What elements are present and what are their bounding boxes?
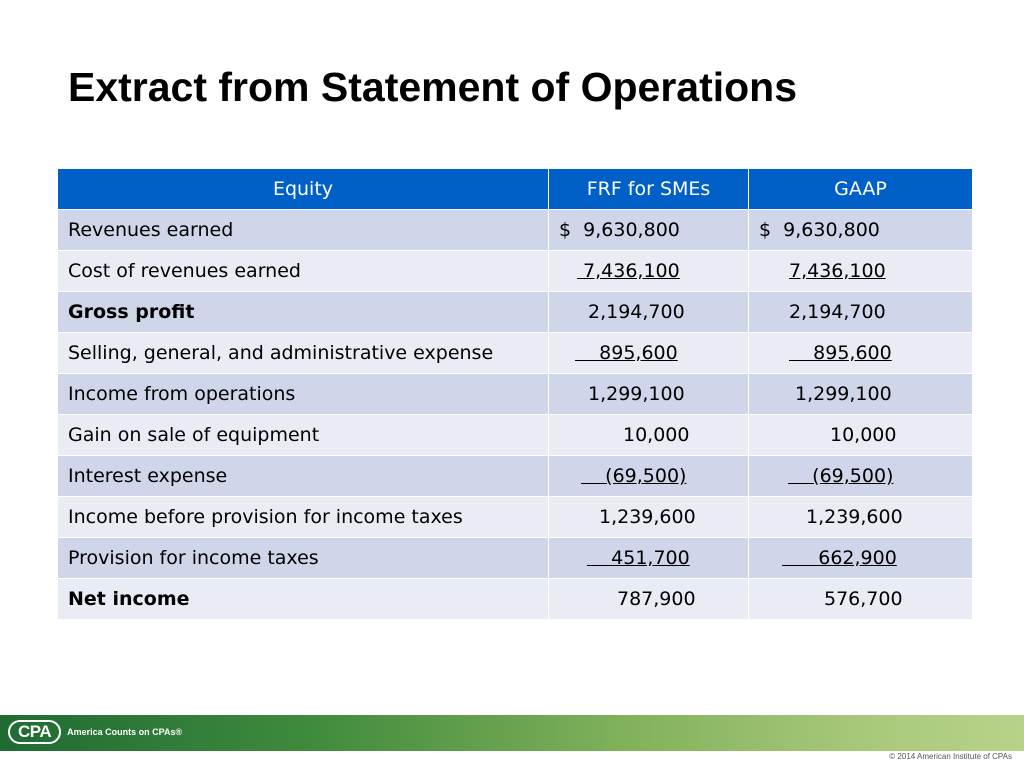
gaap-amount: $ 9,630,800 <box>759 219 880 241</box>
frf-value <box>549 374 749 415</box>
gaap-amount: 1,299,100 <box>795 383 892 405</box>
frf-value <box>549 497 749 538</box>
gaap-amount: 895,600 <box>789 342 892 364</box>
gaap-value <box>749 579 973 620</box>
table-row <box>58 210 973 251</box>
table-row <box>58 333 973 374</box>
footer-bar <box>0 715 1024 751</box>
gaap-value <box>749 456 973 497</box>
frf-amount: 7,436,100 <box>577 260 680 282</box>
gaap-amount: 1,239,600 <box>806 506 903 528</box>
frf-amount: 1,239,600 <box>599 506 696 528</box>
row-label: Income from operations <box>58 374 549 415</box>
frf-value <box>549 251 749 292</box>
header-gaap: GAAP <box>749 169 973 210</box>
statement-table <box>57 168 973 620</box>
gaap-amount: 2,194,700 <box>789 301 886 323</box>
frf-value <box>549 538 749 579</box>
frf-amount: 1,299,100 <box>588 383 685 405</box>
frf-value <box>549 415 749 456</box>
row-label: Income before provision for income taxes <box>58 497 549 538</box>
frf-amount: 2,194,700 <box>588 301 685 323</box>
row-label: Selling, general, and administrative expense <box>58 333 549 374</box>
copyright-notice: © 2014 American Institute of CPAs <box>889 752 1012 761</box>
gaap-value <box>749 415 973 456</box>
header-equity: Equity <box>58 169 549 210</box>
frf-amount: $ 9,630,800 <box>559 219 680 241</box>
gaap-value <box>749 251 973 292</box>
gaap-amount: (69,500) <box>788 465 894 487</box>
row-label: Cost of revenues earned <box>58 251 549 292</box>
gaap-amount: 7,436,100 <box>789 260 886 282</box>
table-row <box>58 292 973 333</box>
row-label: Net income <box>58 579 549 620</box>
frf-value <box>549 579 749 620</box>
row-label: Gain on sale of equipment <box>58 415 549 456</box>
frf-value <box>549 210 749 251</box>
gaap-value <box>749 497 973 538</box>
frf-value <box>549 456 749 497</box>
slide-title: Extract from Statement of Operations <box>68 64 798 110</box>
row-label: Gross profit <box>58 292 549 333</box>
frf-amount: 895,600 <box>575 342 678 364</box>
gaap-value <box>749 538 973 579</box>
gaap-amount: 662,900 <box>782 547 897 569</box>
gaap-amount: 10,000 <box>830 424 897 446</box>
table-row <box>58 456 973 497</box>
table-row <box>58 579 973 620</box>
table-row <box>58 415 973 456</box>
cpa-logo <box>8 721 182 743</box>
tagline: America Counts on CPAs® <box>67 727 183 737</box>
table-row <box>58 374 973 415</box>
cpa-logo-mark: CPA <box>8 720 61 744</box>
table-row <box>58 538 973 579</box>
row-label: Interest expense <box>58 456 549 497</box>
row-label: Provision for income taxes <box>58 538 549 579</box>
gaap-value <box>749 210 973 251</box>
frf-amount: 10,000 <box>623 424 690 446</box>
header-frf: FRF for SMEs <box>549 169 749 210</box>
gaap-value <box>749 292 973 333</box>
frf-amount: (69,500) <box>581 465 687 487</box>
frf-value <box>549 292 749 333</box>
frf-amount: 451,700 <box>587 547 690 569</box>
gaap-value <box>749 333 973 374</box>
frf-amount: 787,900 <box>617 588 696 610</box>
table-row <box>58 251 973 292</box>
gaap-amount: 576,700 <box>824 588 903 610</box>
gaap-value <box>749 374 973 415</box>
table-row <box>58 497 973 538</box>
table-header-row <box>58 169 973 210</box>
frf-value <box>549 333 749 374</box>
row-label: Revenues earned <box>58 210 549 251</box>
